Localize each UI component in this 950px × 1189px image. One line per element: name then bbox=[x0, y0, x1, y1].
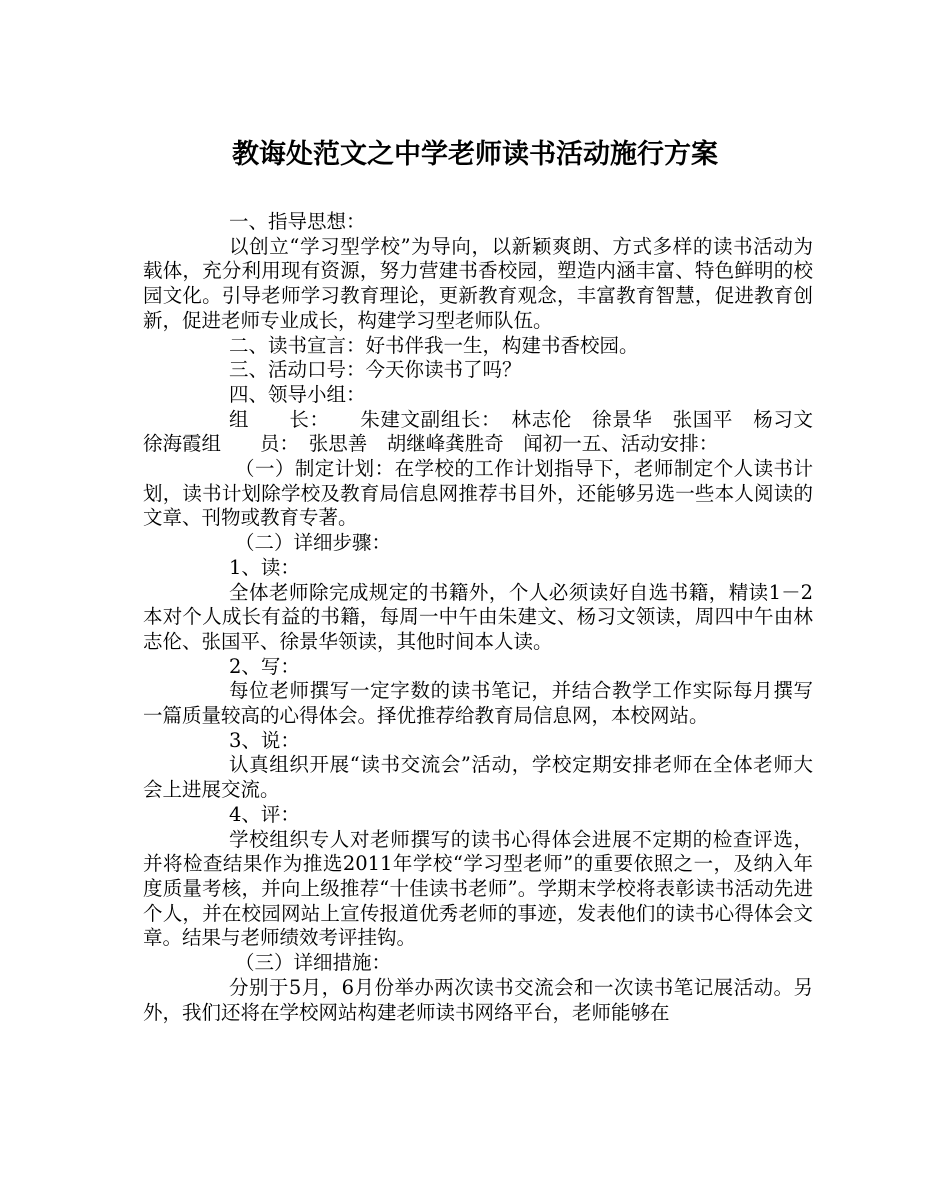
paragraph-speak: 认真组织开展“读书交流会”活动，学校定期安排老师在全体老师大会上进展交流。 bbox=[143, 753, 813, 802]
subsection-heading-measures: （三）详细措施： bbox=[235, 951, 392, 975]
step-heading-read: 1、读： bbox=[229, 555, 300, 579]
section-reading-declaration: 二、读书宣言：好书伴我一生，构建书香校园。 bbox=[229, 333, 639, 357]
section-heading-leadership-group: 四、领导小组： bbox=[229, 382, 366, 406]
step-heading-write: 2、写： bbox=[229, 654, 300, 678]
step-heading-evaluate: 4、评： bbox=[229, 802, 300, 826]
document-title: 教诲处范文之中学老师读书活动施行方案 bbox=[232, 139, 718, 170]
document-body bbox=[143, 210, 833, 1025]
paragraph-read: 全体老师除完成规定的书籍外，个人必须读好自选书籍，精读1－2本对个人成长有益的书籍，每周一中午由朱建文、杨习文领读，周四中午由林志伦、张国平、徐景华领读，其他时间本人读。 bbox=[143, 580, 813, 653]
step-heading-speak: 3、说： bbox=[229, 728, 300, 752]
paragraph-write: 每位老师撰写一定字数的读书笔记，并结合教学工作实际每月撰写一篇质量较高的心得体会。择优推荐给教育局信息网，本校网站。 bbox=[143, 679, 813, 728]
paragraph-guiding-thought: 以创立“学习型学校”为导向，以新颖爽朗、方式多样的读书活动为载体，充分利用现有资源，努力营建书香校园，塑造内涵丰富、特色鲜明的校园文化。引导老师学习教育理论，更新教育观念，丰富教育智慧，促进教育创新，促进老师专业成长，构建学习型老师队伍。 bbox=[143, 234, 813, 332]
paragraph-measures: 分别于5月，6月份举办两次读书交流会和一次读书笔记展活动。另外，我们还将在学校网站构建老师读书网络平台，老师能够在 bbox=[143, 975, 813, 1024]
paragraph-make-plan: （一）制定计划：在学校的工作计划指导下，老师制定个人读书计划，读书计划除学校及教育局信息网推荐书目外，还能够另选一些本人阅读的文章、刊物或教育专著。 bbox=[143, 457, 813, 530]
subsection-heading-steps: （二）详细步骤： bbox=[235, 531, 392, 555]
section-heading-guiding-thought: 一、指导思想： bbox=[229, 210, 366, 233]
paragraph-leadership-members: 组 长： 朱建文副组长： 林志伦 徐景华 张国平 杨习文 徐海霞组 员： 张思善 胡继峰龚胜奇 闻初一五、活动安排： bbox=[143, 407, 833, 456]
paragraph-evaluate: 学校组织专人对老师撰写的读书心得体会进展不定期的检查评选，并将检查结果作为推选2011年学校“学习型老师”的重要依照之一，及纳入年度质量考核，并向上级推荐“十佳读书老师”。学期末学校将表彰读书活动先进个人，并在校园网站上宣传报道优秀老师的事迹，发表他们的读书心得体会文章。结果与老师绩效考评挂钩。 bbox=[143, 827, 813, 950]
section-activity-slogan: 三、活动口号：今天你读书了吗？ bbox=[229, 358, 522, 382]
